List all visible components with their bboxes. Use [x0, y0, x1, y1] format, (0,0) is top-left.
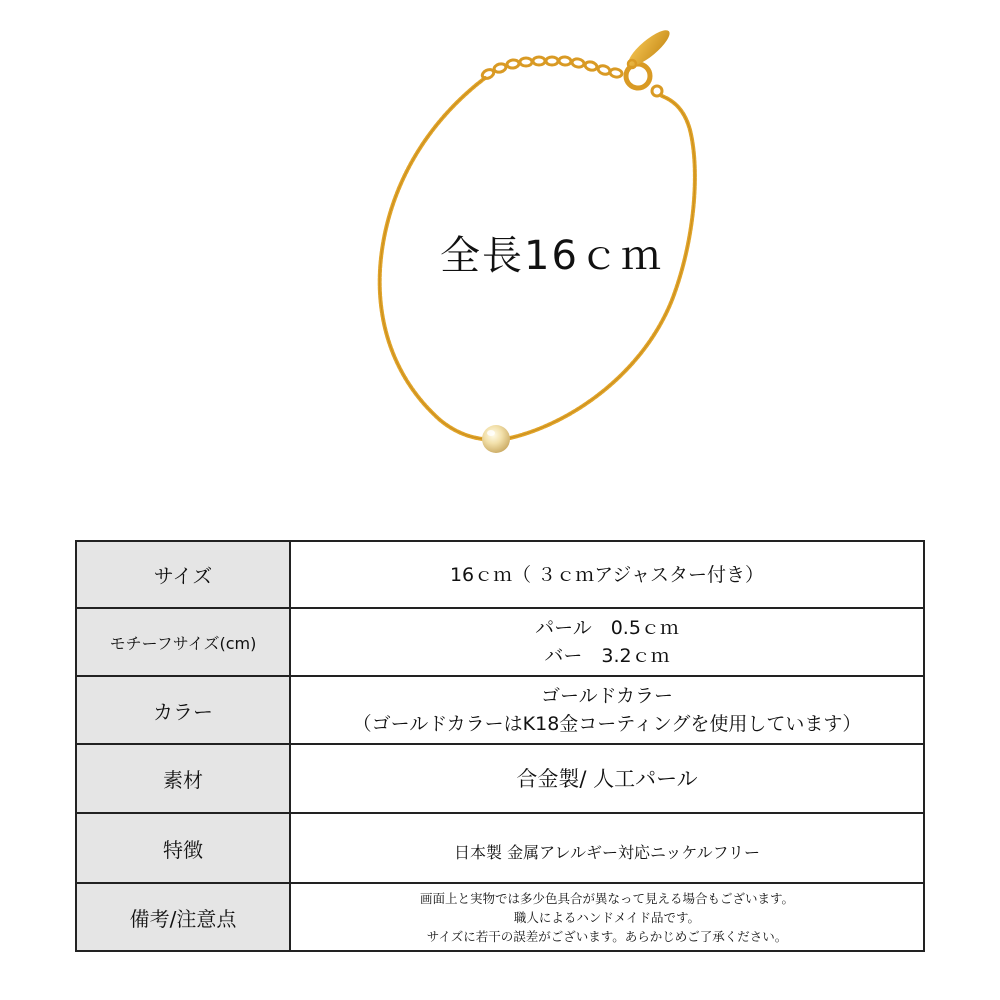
row-label-color: カラー	[76, 676, 290, 744]
row-value-material	[290, 744, 924, 813]
table-row	[76, 883, 924, 951]
row-label-motif-size: モチーフサイズ(cm)	[76, 608, 290, 676]
value-line: ゴールドカラー	[540, 685, 674, 707]
value-line: 合金製/ 人工パール	[516, 766, 698, 791]
row-label-size: サイズ	[76, 541, 290, 608]
value-line: 職人によるハンドメイド品です。	[513, 909, 701, 925]
row-value-color	[290, 676, 924, 744]
total-length-label: 全長16ｃｍ	[440, 233, 663, 279]
row-value-features	[290, 813, 924, 883]
pearl	[482, 425, 510, 453]
row-value-motif-size	[290, 608, 924, 676]
value-line: サイズに若干の誤差がございます。あらかじめご了承ください。	[426, 928, 788, 944]
value-line: 日本製 金属アレルギー対応ニッケルフリー	[454, 843, 760, 862]
value-line: （ゴールドカラーはK18金コーティングを使用しています）	[352, 713, 862, 735]
row-label-material: 素材	[76, 744, 290, 813]
table-row	[76, 676, 924, 744]
row-label-features: 特徴	[76, 813, 290, 883]
spec-table	[75, 540, 925, 952]
row-value-notes	[290, 883, 924, 951]
table-row	[76, 813, 924, 883]
table-row	[76, 744, 924, 813]
value-line: 画面上と実物では多少色具合が異なって見える場合もございます。	[419, 890, 794, 906]
value-line: バー 3.2ｃｍ	[544, 645, 670, 667]
brand-tag	[624, 25, 674, 71]
table-row	[76, 608, 924, 676]
value-line: 16ｃｍ（ ３ｃｍアジャスター付き）	[449, 563, 765, 586]
row-label-notes: 備考/注意点	[76, 883, 290, 951]
adjuster-chain	[481, 56, 623, 80]
row-value-size	[290, 541, 924, 608]
value-line: パール 0.5ｃｍ	[535, 617, 679, 639]
table-row	[76, 541, 924, 608]
